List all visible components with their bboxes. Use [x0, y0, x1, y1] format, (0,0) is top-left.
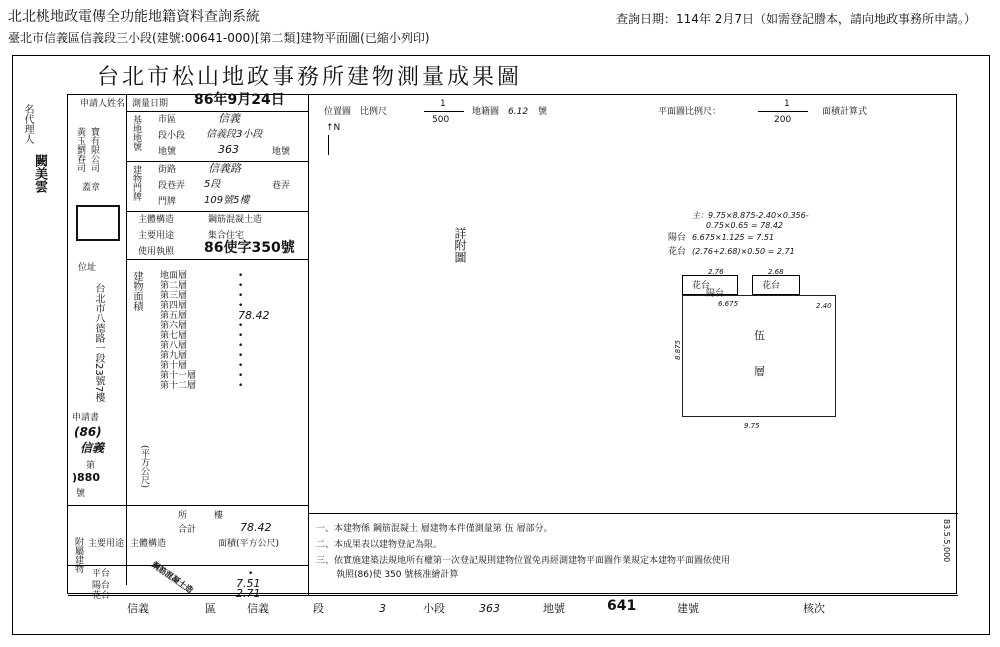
- structure-stamp: 鋼筋混凝土造: [150, 560, 195, 596]
- attached-row-1: 平台: [92, 569, 111, 579]
- footer-subsection-value: 3: [379, 602, 386, 615]
- unit-label: (平方公尺): [139, 445, 149, 489]
- floor-row-label: 第九層: [160, 351, 188, 361]
- company-name: 寶有限公司: [89, 127, 99, 172]
- plan-scale-den: 200: [774, 115, 792, 125]
- attached-row-2: 陽台: [92, 581, 111, 591]
- land-map-sheet: 6.12: [508, 107, 529, 117]
- section-value: 信義段3小段: [206, 129, 263, 140]
- position-scale-num: 1: [440, 99, 446, 109]
- land-label: 基地地號: [131, 115, 141, 151]
- attached-value-1: •: [248, 569, 254, 579]
- land-map-label: 地籍圖: [472, 107, 500, 117]
- floor-row-value: •: [238, 381, 244, 391]
- query-date: 查詢日期：114年 2月7日（如需登記謄本，請向地政事務所申請。）: [616, 12, 976, 26]
- floor-row-label: 第八層: [160, 341, 188, 351]
- dim-side-2: 2.40: [816, 302, 832, 310]
- total-value: 78.42: [240, 521, 272, 534]
- permit-label: 使用執照: [138, 247, 175, 257]
- lane-value: 5段: [204, 179, 221, 190]
- dim-small-2: 2.68: [768, 268, 784, 276]
- floor-row-label: 第五層: [160, 311, 188, 321]
- floor-row-value: •: [238, 331, 244, 341]
- plan-scale-num: 1: [784, 99, 790, 109]
- north-arrow-icon: ↑N: [326, 123, 341, 133]
- attached-value-3: 2.71: [236, 587, 261, 600]
- floor-row-value: •: [238, 371, 244, 381]
- floor-row-label: 第十層: [160, 361, 188, 371]
- usage-label: 主要用途: [138, 231, 175, 241]
- footer-parcel-label: 地號: [543, 602, 565, 615]
- footer-section-prefix: 信義: [127, 602, 149, 615]
- apply-year: (86): [74, 425, 102, 439]
- footer-build-label: 建號: [677, 602, 699, 615]
- apply-ref: 信義: [80, 441, 105, 455]
- detail-note: 詳附圖: [453, 227, 467, 263]
- attached-row-3: 花台: [92, 591, 111, 601]
- applicant-label: 申請人姓名: [80, 99, 126, 109]
- calc-balcony: 6.675×1.125 = 7.51: [692, 233, 775, 242]
- position-scale-label: 比例尺: [360, 107, 388, 117]
- attached-label: 附屬建物: [73, 537, 83, 573]
- floor-row-value: •: [238, 301, 244, 311]
- seal-label: 蓋章: [82, 183, 101, 193]
- floor-row-label: 第十一層: [160, 371, 197, 381]
- total-label: 合計: [178, 525, 197, 535]
- apply-number: )880: [72, 471, 100, 484]
- calc-main: 主：9.75×8.875-2.40×0.356-: [692, 211, 809, 220]
- floor-row-label: 第七層: [160, 331, 188, 341]
- position-scale-den: 500: [432, 115, 450, 125]
- floor-row-value: •: [238, 321, 244, 331]
- floor-row-value: •: [238, 281, 244, 291]
- note-2: 二、本成果表以建物登記為限。: [316, 540, 443, 550]
- plan-scale-label: 平面圖比例尺：: [658, 107, 722, 117]
- attached-value-2: 7.51: [236, 577, 261, 590]
- floor-row-value: •: [238, 291, 244, 301]
- footer-subsection-label: 小段: [423, 602, 445, 615]
- footer-district-label: 區: [205, 602, 216, 615]
- owner-names: 黃玉劉春司: [75, 127, 85, 172]
- floor-row-label: 地面層: [160, 271, 188, 281]
- land-map-suffix: 號: [538, 107, 548, 117]
- survey-sheet: [12, 55, 990, 635]
- calc-flower-label: 花台: [668, 247, 687, 257]
- road-label: 街路: [158, 165, 177, 175]
- room-label-2: 層: [754, 365, 765, 378]
- dim-side: 8.875: [674, 339, 683, 361]
- lane-label: 段巷弄: [158, 181, 186, 191]
- side-stamp: 83.5.5,000: [942, 519, 951, 563]
- survey-frame: [67, 92, 957, 601]
- parcel-suffix: 地號: [272, 147, 291, 157]
- calc-main-2: 0.75×0.65 = 78.42: [706, 221, 784, 230]
- structure-value: 鋼筋混凝土造: [208, 215, 263, 225]
- building-label: 建物門牌: [131, 165, 141, 201]
- floor-row-label: 第二層: [160, 281, 188, 291]
- apply-unit: 第: [86, 461, 96, 471]
- record-subtitle: 臺北市信義區信義段三小段(建號:00641-000)[第二類]建物平面圖(已縮小列印): [8, 31, 430, 45]
- address: 台北市八德路一段23號7樓: [93, 283, 104, 403]
- floor-row-value: •: [238, 351, 244, 361]
- calc-flower: (2.76+2.68)×0.50 = 2.71: [692, 247, 795, 256]
- sheet-title: 台北市松山地政事務所建物測量成果圖: [97, 65, 523, 90]
- footer-scale-label: 核次: [803, 602, 825, 615]
- calc-balcony-label: 陽台: [668, 233, 687, 243]
- dim-top: 6.675: [718, 300, 739, 308]
- apply-no-label: 申請書: [72, 413, 100, 423]
- agent-name: 闕美雲: [32, 154, 47, 193]
- agent-label: 名代理人: [22, 104, 33, 144]
- floor-row-value: •: [238, 271, 244, 281]
- floor-row-label: 第三層: [160, 291, 188, 301]
- road-value: 信義路: [208, 162, 241, 175]
- city-value: 信義: [218, 112, 240, 125]
- footer-section-value: 信義: [247, 602, 269, 615]
- city-label: 市區: [158, 115, 177, 125]
- door-value: 109號5樓: [204, 195, 250, 206]
- location-label: 位址: [78, 263, 97, 273]
- footer-section-label: 段: [313, 602, 324, 615]
- structure-label: 主體構造: [138, 215, 175, 225]
- lane-suffix: 巷弄: [272, 181, 291, 191]
- other-label-2: 樓: [214, 511, 224, 521]
- attached-col-structure: 主體構造: [130, 539, 167, 549]
- attached-col-area: 面積(平方公尺): [218, 539, 280, 549]
- floor-row-label: 第十二層: [160, 381, 197, 391]
- attached-col-use: 主要用途: [88, 539, 125, 549]
- flower-tag-2: 花台: [762, 281, 781, 291]
- parcel-value: 363: [218, 143, 239, 156]
- footer-parcel-value: 363: [479, 602, 500, 615]
- floor-row-value: •: [238, 341, 244, 351]
- apply-suffix: 號: [76, 489, 86, 499]
- floors-label: 建物面積: [131, 271, 142, 311]
- flower-tag-1: 花台: [692, 281, 711, 291]
- note-3: 三、依實施建築法規地所有權第一次登記規則建物位置免再經測建物平面圖作業規定本建物平面圖依使用: [316, 556, 731, 566]
- dim-bottom: 9.75: [744, 422, 760, 430]
- footer-build-no: 641: [607, 598, 637, 614]
- floor-plan: [682, 295, 836, 417]
- balcony-tag: 陽台: [706, 289, 725, 299]
- system-title: 北北桃地政電傳全功能地籍資料查詢系統: [8, 9, 260, 25]
- position-map-label: 位置圖: [324, 107, 352, 117]
- section-label: 段小段: [158, 131, 186, 141]
- usage-value: 集合住宅: [208, 231, 245, 241]
- floor-row-label: 第四層: [160, 301, 188, 311]
- other-label: 所: [178, 511, 188, 521]
- parcel-label: 地號: [158, 147, 177, 157]
- note-1: 一、本建物係 鋼筋混凝土 層建物本件僅測量第 伍 層部分。: [316, 524, 553, 534]
- floor-row-value: •: [238, 361, 244, 371]
- dim-small-1: 2.76: [708, 268, 724, 276]
- permit-value: 86使字350號: [204, 240, 295, 256]
- door-label: 門牌: [158, 197, 177, 207]
- survey-date-label: 測量日期: [132, 99, 169, 109]
- seal-stamp-icon: [76, 205, 120, 241]
- area-calc-label: 面積計算式: [822, 107, 868, 117]
- note-4: 執照(86)使 350 號核准繪計算: [336, 570, 459, 580]
- floor-row-label: 第六層: [160, 321, 188, 331]
- room-label-1: 伍: [754, 329, 765, 342]
- floor-row-value: 78.42: [238, 309, 270, 322]
- survey-date: 86年9月24日: [194, 92, 285, 108]
